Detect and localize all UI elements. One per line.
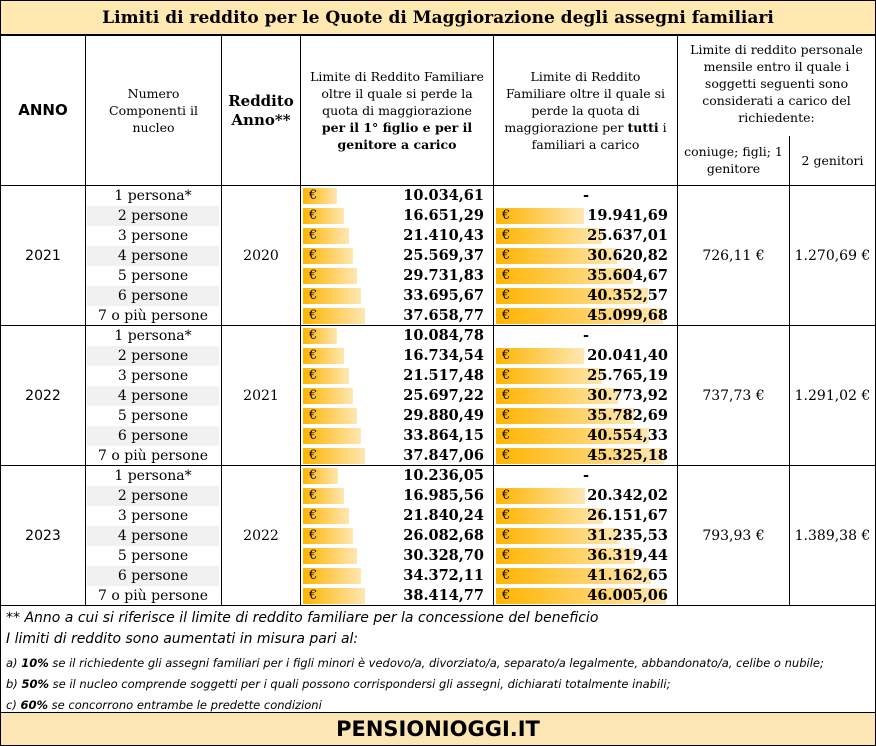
tutti-value: 45.099,68 <box>587 307 668 324</box>
header-reddito-anno: Reddito Anno** <box>228 91 294 129</box>
anno-cell: 2022 <box>25 388 61 404</box>
coniuge-limit-cell: 737,73 € <box>702 388 765 404</box>
currency-symbol: € <box>502 448 511 463</box>
component-cell: 1 persona* <box>114 468 192 484</box>
component-cell: 4 persone <box>87 246 219 266</box>
component-cell: 7 o più persone <box>98 448 208 464</box>
currency-symbol: € <box>502 428 511 443</box>
primo-value: 26.082,68 <box>403 527 484 544</box>
header-limite-primo <box>301 36 493 185</box>
tutti-value: 30.773,92 <box>587 387 668 404</box>
primo-value: 16.985,56 <box>403 487 484 504</box>
tutti-value: 20.041,40 <box>587 347 668 364</box>
primo-value: 29.731,83 <box>403 267 484 284</box>
component-cell: 4 persone <box>87 386 219 406</box>
coniuge-limit-cell: 726,11 € <box>702 248 765 264</box>
grid-line <box>221 36 222 605</box>
header-limite-tutti-post: i familiari a carico <box>531 120 667 152</box>
tutti-value: - <box>582 467 590 484</box>
currency-symbol: € <box>309 528 318 543</box>
component-cell: 7 o più persone <box>98 588 208 604</box>
component-cell: 2 persone <box>87 346 219 366</box>
genitori-limit-cell: 1.389,38 € <box>794 528 871 544</box>
genitori-limit-cell: 1.270,69 € <box>794 248 871 264</box>
tutti-value: 35.604,67 <box>587 267 668 284</box>
component-cell: 4 persone <box>87 526 219 546</box>
reddito-anno-cell: 2022 <box>243 528 279 544</box>
tutti-value: 25.637,01 <box>587 227 668 244</box>
coniuge-limit-cell: 793,93 € <box>702 528 765 544</box>
primo-value: 33.864,15 <box>403 427 484 444</box>
header-limite-tutti-bold: tutti <box>627 120 659 135</box>
grid-line <box>85 36 86 605</box>
note-item-text: se il richiedente gli assegni familiari per i figli minori è vedovo/a, divorziato/a, separato/a legalmente, abbandonato/a, celibe o nubile; <box>48 656 824 670</box>
note-line-2: I limiti di reddito sono aumentati in misura pari al: <box>6 631 359 647</box>
currency-symbol: € <box>309 508 318 523</box>
header-limite-primo-bold: per il 1° figlio e per il genitore a carico <box>321 120 473 152</box>
header-limite-primo-text: Limite di Reddito Familiare oltre il quale si perde la quota di maggiorazione <box>310 69 484 118</box>
grid-line <box>1 325 875 326</box>
note-item-prefix: c) <box>6 698 21 712</box>
note-item-text: se il nucleo comprende soggetti per i quali possono corrispondersi gli assegni, dichiarati totalmente inabili; <box>48 677 671 691</box>
note-items <box>6 653 824 716</box>
currency-symbol: € <box>309 388 318 403</box>
tutti-value: 19.941,69 <box>587 207 668 224</box>
tutti-value: 46.005,06 <box>587 587 668 604</box>
tutti-value: 31.235,53 <box>587 527 668 544</box>
grid-line <box>1 185 875 186</box>
grid-line <box>677 36 678 605</box>
currency-symbol: € <box>502 288 511 303</box>
currency-symbol: € <box>502 228 511 243</box>
note-item-prefix: a) <box>6 656 22 670</box>
grid-line <box>1 605 875 606</box>
reddito-anno-cell: 2021 <box>243 388 279 404</box>
component-cell: 6 persone <box>87 286 219 306</box>
header-personale: Limite di reddito personale mensile entro il quale i soggetti seguenti sono considerati a carico del richiedente: <box>690 41 863 125</box>
brand-footer: PENSIONIOGGI.IT <box>1 712 875 745</box>
component-cell: 6 persone <box>87 566 219 586</box>
grid-line <box>1 35 875 36</box>
tutti-value: - <box>582 187 590 204</box>
primo-value: 10.236,05 <box>403 467 484 484</box>
currency-symbol: € <box>309 588 318 603</box>
grid-line <box>493 36 494 605</box>
currency-symbol: € <box>309 568 318 583</box>
primo-value: 34.372,11 <box>403 567 484 584</box>
header-limite-tutti-text: Limite di Reddito Familiare oltre il quale si perde la quota di maggiorazione per <box>504 69 666 135</box>
currency-symbol: € <box>309 208 318 223</box>
component-cell: 2 persone <box>87 206 219 226</box>
tutti-value: 45.325,18 <box>587 447 668 464</box>
currency-symbol: € <box>309 188 318 203</box>
currency-symbol: € <box>309 368 318 383</box>
currency-symbol: € <box>309 488 318 503</box>
currency-symbol: € <box>309 228 318 243</box>
tutti-value: 35.782,69 <box>587 407 668 424</box>
note-item <box>6 653 824 674</box>
reddito-anno-cell: 2020 <box>243 248 279 264</box>
grid-line <box>1 465 875 466</box>
primo-value: 21.410,43 <box>403 227 484 244</box>
anno-cell: 2021 <box>25 248 61 264</box>
currency-symbol: € <box>309 288 318 303</box>
currency-symbol: € <box>502 528 511 543</box>
tutti-value: - <box>582 327 590 344</box>
note-item-percent: 50% <box>21 677 49 691</box>
currency-symbol: € <box>309 448 318 463</box>
header-componenti: Numero Componenti il nucleo <box>109 86 198 135</box>
currency-symbol: € <box>309 328 318 343</box>
note-item <box>6 674 824 695</box>
component-cell: 5 persone <box>117 268 189 284</box>
currency-symbol: € <box>309 408 318 423</box>
primo-value: 37.658,77 <box>403 307 484 324</box>
primo-value: 33.695,67 <box>403 287 484 304</box>
primo-value: 29.880,49 <box>403 407 484 424</box>
currency-symbol: € <box>502 348 511 363</box>
note-item-percent: 60% <box>20 698 48 712</box>
genitori-limit-cell: 1.291,02 € <box>794 388 871 404</box>
currency-symbol: € <box>502 568 511 583</box>
component-cell: 1 persona* <box>114 328 192 344</box>
currency-symbol: € <box>502 408 511 423</box>
header-genitori: 2 genitori <box>801 152 864 168</box>
primo-value: 16.734,54 <box>403 347 484 364</box>
grid-line <box>789 136 790 605</box>
currency-symbol: € <box>502 308 511 323</box>
primo-value: 30.328,70 <box>403 547 484 564</box>
tutti-value: 40.554,33 <box>587 427 668 444</box>
component-cell: 7 o più persone <box>98 308 208 324</box>
header-anno: ANNO <box>18 101 68 119</box>
primo-value: 38.414,77 <box>403 587 484 604</box>
header-coniuge: coniuge; figli; 1 genitore <box>684 144 783 176</box>
primo-value: 10.084,78 <box>403 327 484 344</box>
primo-value: 37.847,06 <box>403 447 484 464</box>
currency-symbol: € <box>502 368 511 383</box>
currency-symbol: € <box>502 268 511 283</box>
note-item-text: se concorrono entrambe le predette condizioni <box>48 698 322 712</box>
component-cell: 3 persone <box>117 368 189 384</box>
note-line-1: ** Anno a cui si riferisce il limite di reddito familiare per la concessione del beneficio <box>6 610 599 626</box>
tutti-value: 25.765,19 <box>587 367 668 384</box>
currency-symbol: € <box>502 248 511 263</box>
currency-symbol: € <box>309 468 318 483</box>
currency-symbol: € <box>502 388 511 403</box>
component-cell: 1 persona* <box>114 188 192 204</box>
primo-value: 21.517,48 <box>403 367 484 384</box>
currency-symbol: € <box>502 548 511 563</box>
currency-symbol: € <box>502 488 511 503</box>
component-cell: 5 persone <box>117 408 189 424</box>
component-cell: 6 persone <box>87 426 219 446</box>
currency-symbol: € <box>309 248 318 263</box>
currency-symbol: € <box>502 508 511 523</box>
primo-value: 16.651,29 <box>403 207 484 224</box>
currency-symbol: € <box>309 348 318 363</box>
currency-symbol: € <box>309 268 318 283</box>
primo-value: 25.569,37 <box>403 247 484 264</box>
component-cell: 3 persone <box>117 508 189 524</box>
primo-value: 10.034,61 <box>403 187 484 204</box>
primo-value: 21.840,24 <box>403 507 484 524</box>
grid-line <box>300 36 301 605</box>
header-limite-tutti <box>494 36 677 185</box>
page-title: Limiti di reddito per le Quote di Maggiorazione degli assegni familiari <box>1 1 875 35</box>
tutti-value: 30.620,82 <box>587 247 668 264</box>
note-item-percent: 10% <box>21 656 49 670</box>
tutti-value: 36.319,44 <box>587 547 668 564</box>
currency-symbol: € <box>309 428 318 443</box>
component-cell: 2 persone <box>87 486 219 506</box>
currency-symbol: € <box>502 588 511 603</box>
component-cell: 5 persone <box>117 548 189 564</box>
primo-value: 25.697,22 <box>403 387 484 404</box>
anno-cell: 2023 <box>25 528 61 544</box>
tutti-value: 40.352,57 <box>587 287 668 304</box>
currency-symbol: € <box>309 308 318 323</box>
tutti-value: 41.162,65 <box>587 567 668 584</box>
currency-symbol: € <box>309 548 318 563</box>
currency-symbol: € <box>502 208 511 223</box>
notes <box>1 605 875 712</box>
tutti-value: 20.342,02 <box>587 487 668 504</box>
note-item-prefix: b) <box>6 677 22 691</box>
component-cell: 3 persone <box>117 228 189 244</box>
tutti-value: 26.151,67 <box>587 507 668 524</box>
